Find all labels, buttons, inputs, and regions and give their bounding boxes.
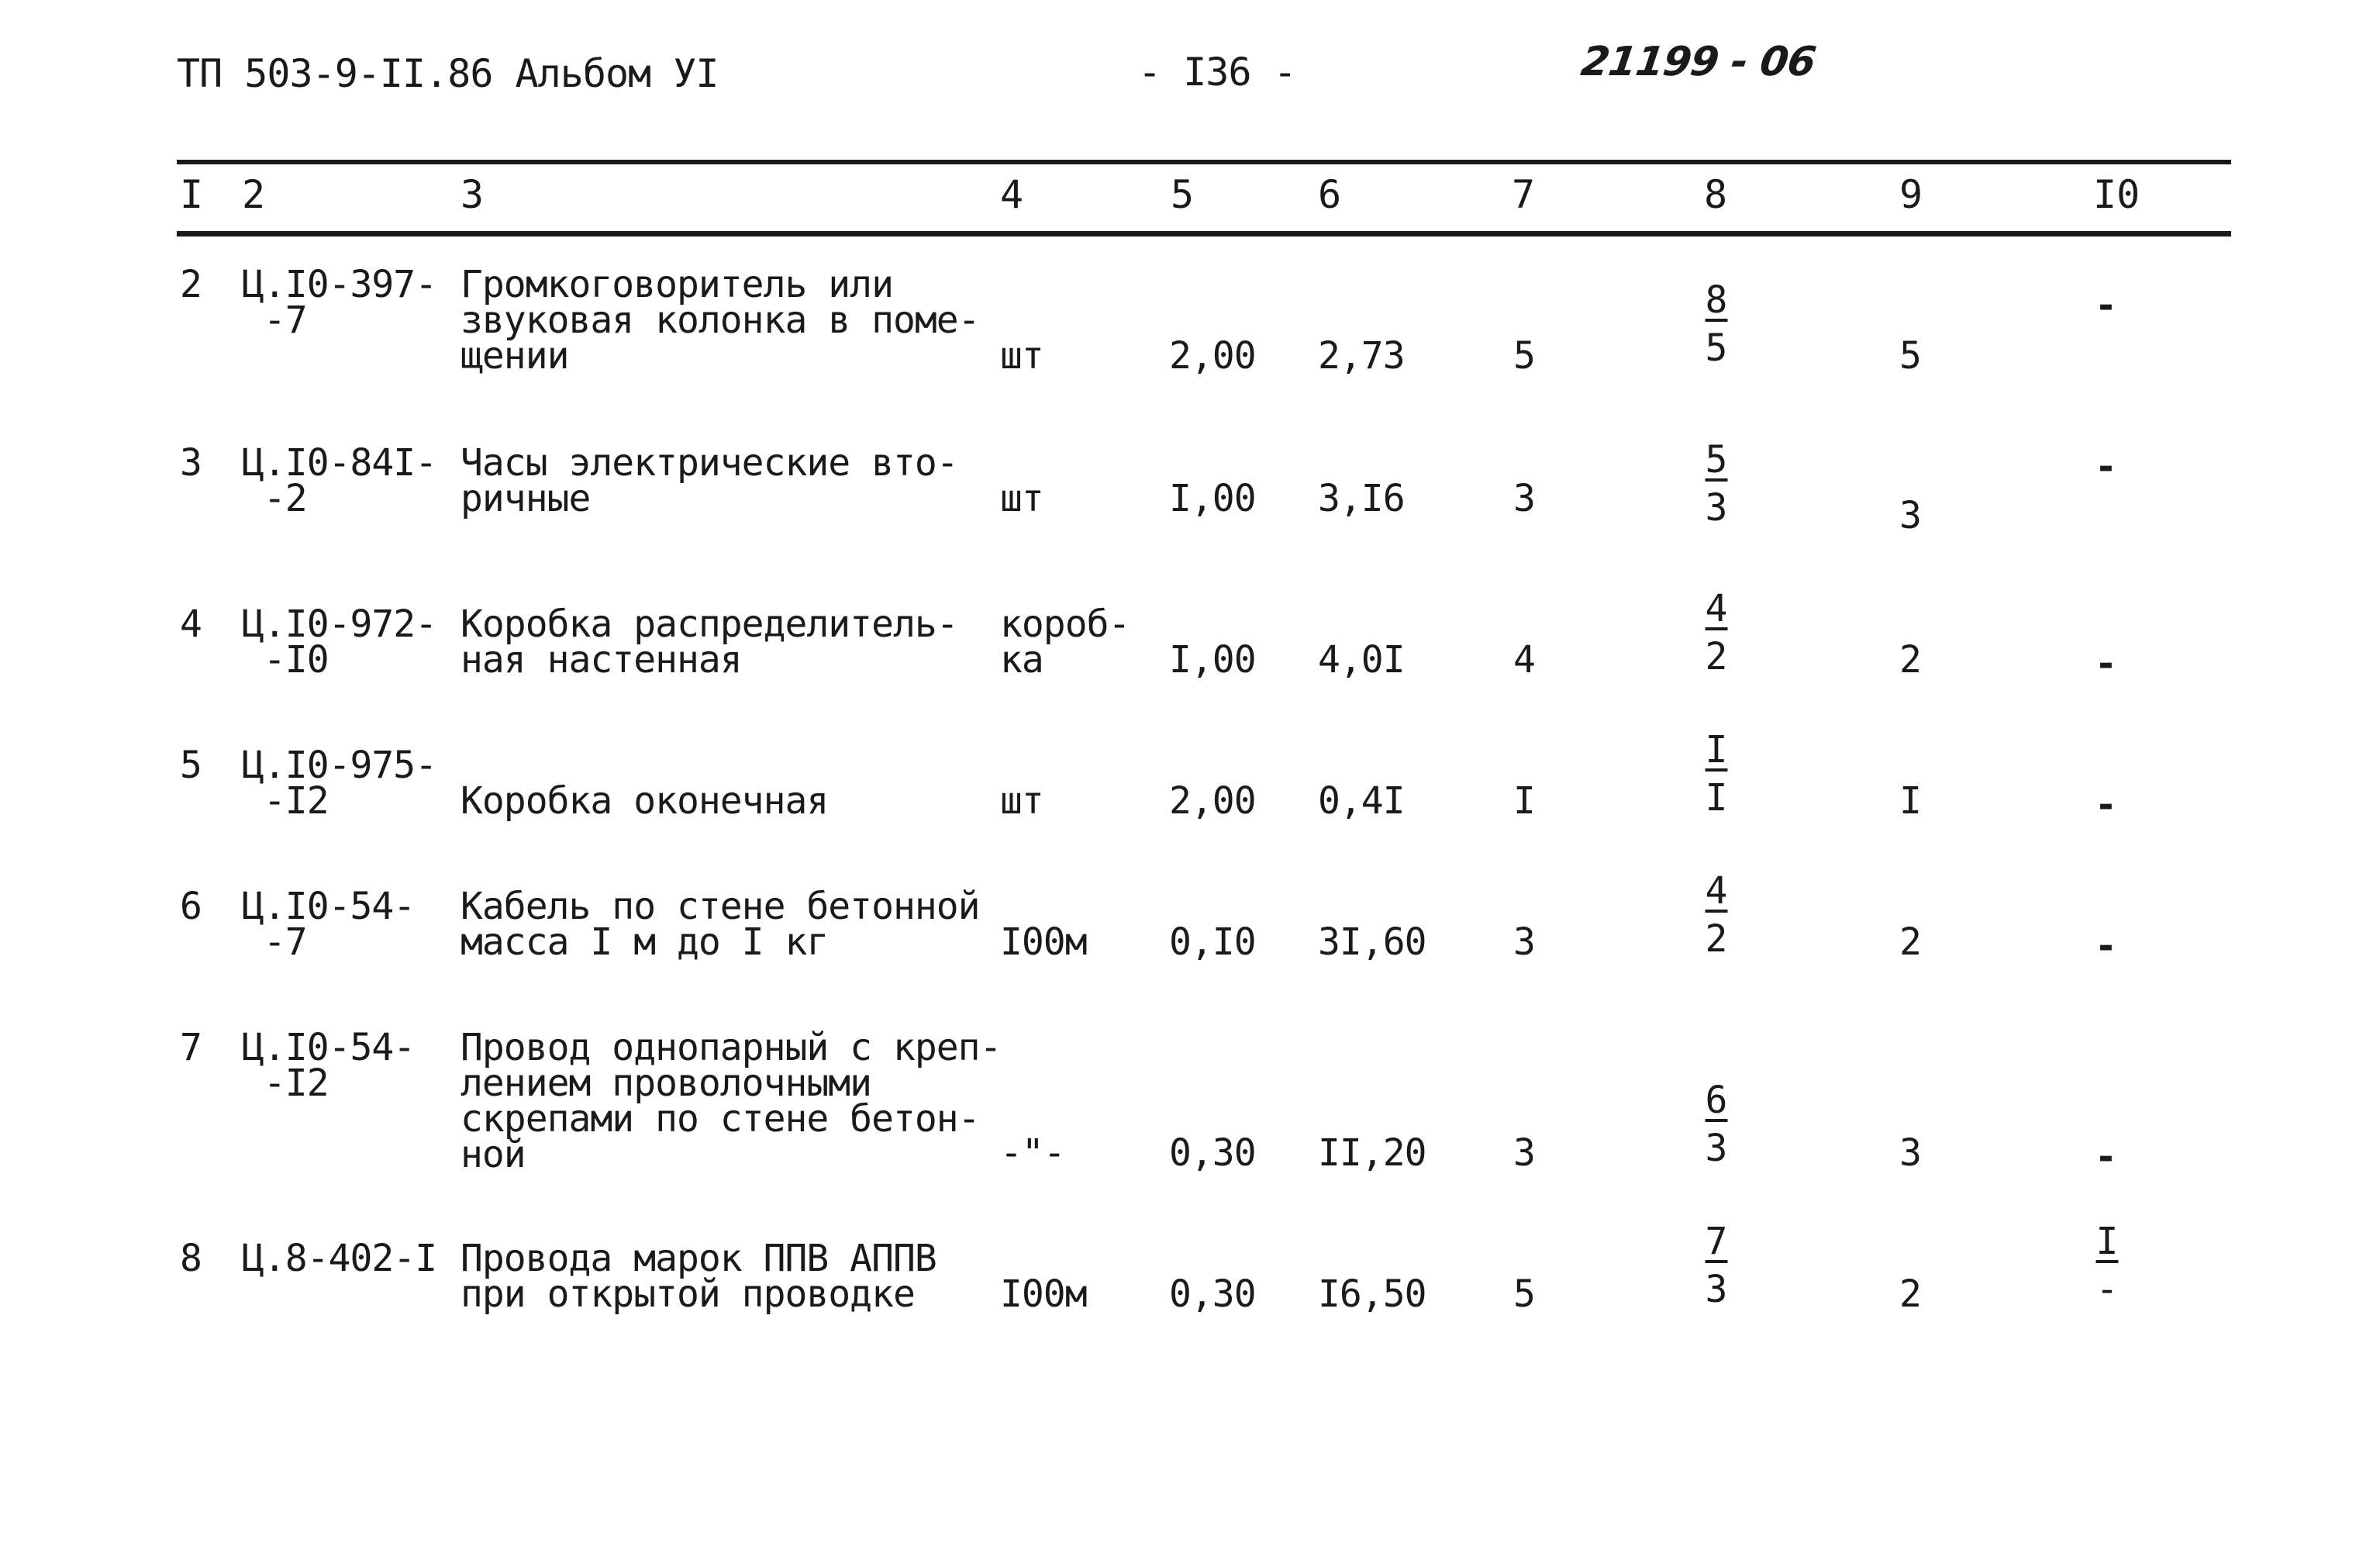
- item-name: Провода марок ППВ АППВ при открытой проводке: [460, 1237, 936, 1316]
- unit: короб- ка: [1000, 602, 1130, 682]
- value-col6: II,20: [1318, 1131, 1426, 1175]
- item-name: Коробка оконечная: [460, 779, 829, 823]
- fraction-denominator: -: [2095, 1268, 2119, 1311]
- item-name: Кабель по стене бетонной масса I м до I кг: [460, 885, 980, 964]
- quantity: 2,00: [1169, 779, 1256, 823]
- row-number: 5: [180, 744, 202, 787]
- quantity: 2,00: [1169, 334, 1256, 378]
- value-col6: 0,4I: [1318, 779, 1405, 823]
- row-number: 8: [180, 1237, 202, 1280]
- item-name: Провод однопарный с креп- лением проволочными скрепами по стене бетон- ной: [460, 1026, 1002, 1176]
- fraction-numerator: 6: [1705, 1079, 1728, 1122]
- fraction-col8: [1693, 278, 1740, 370]
- value-col6: I6,50: [1318, 1272, 1426, 1316]
- value-col6: 3I,60: [1318, 920, 1426, 964]
- item-name: Громкоговоритель или звуковая колонка в поме- щении: [460, 263, 980, 378]
- fraction-numerator: 7: [1705, 1220, 1728, 1263]
- value-col9: 2: [1899, 1272, 1921, 1316]
- value-col7: 4: [1513, 638, 1535, 682]
- rate-code: Ц.I0-54- -I2: [242, 1026, 416, 1105]
- fraction-numerator: 8: [1705, 278, 1728, 322]
- fraction-col8: [1693, 587, 1740, 678]
- column-header-8: 8: [1704, 172, 1728, 217]
- column-header-5: 5: [1171, 172, 1195, 217]
- value-col6: 3,I6: [1318, 477, 1405, 520]
- value-col9: 2: [1899, 920, 1921, 964]
- fraction-denominator: 5: [1705, 326, 1728, 370]
- fraction-denominator: 3: [1705, 486, 1728, 530]
- item-name: Коробка распределитель- ная настенная: [460, 602, 958, 682]
- rate-code: Ц.I0-972- -I0: [242, 602, 437, 682]
- fraction-col8: [1693, 1079, 1740, 1170]
- value-col10: -: [2095, 445, 2117, 489]
- value-col7: 3: [1513, 477, 1535, 520]
- value-col9: 3: [1899, 494, 1921, 537]
- row-number: 7: [180, 1026, 202, 1069]
- value-col6: 2,73: [1318, 334, 1405, 378]
- fraction-col8: [1693, 1220, 1740, 1311]
- value-col7: 3: [1513, 920, 1535, 964]
- fraction-numerator: 4: [1705, 869, 1728, 913]
- quantity: 0,I0: [1169, 920, 1256, 964]
- unit: I00м: [1000, 920, 1087, 964]
- rate-code: Ц.I0-397- -7: [242, 263, 437, 342]
- item-name: Часы электрические вто- ричные: [460, 441, 958, 520]
- value-col10: -: [2095, 642, 2117, 685]
- value-col9: I: [1899, 779, 1921, 823]
- fraction-numerator: 4: [1705, 587, 1728, 630]
- fraction-numerator: 5: [1705, 438, 1728, 482]
- value-col9: 5: [1899, 334, 1921, 378]
- rate-code: Ц.I0-54- -7: [242, 885, 416, 964]
- value-col7: 3: [1513, 1131, 1535, 1175]
- unit: шт: [1000, 334, 1043, 378]
- fraction-numerator: I: [2095, 1220, 2119, 1263]
- quantity: 0,30: [1169, 1131, 1256, 1175]
- quantity: I,00: [1169, 477, 1256, 520]
- quantity: 0,30: [1169, 1272, 1256, 1316]
- table-header-rule: [177, 231, 2231, 236]
- value-col10: -: [2095, 284, 2117, 327]
- page-number: - I36 -: [1138, 50, 1296, 95]
- column-header-10: I0: [2093, 172, 2140, 217]
- fraction-col8: [1693, 869, 1740, 961]
- row-number: 3: [180, 441, 202, 485]
- column-header-1: I: [180, 172, 204, 217]
- value-col9: 3: [1899, 1131, 1921, 1175]
- unit: шт: [1000, 477, 1043, 520]
- column-header-3: 3: [460, 172, 485, 217]
- column-header-7: 7: [1512, 172, 1536, 217]
- unit: -"-: [1000, 1131, 1065, 1175]
- row-number: 4: [180, 602, 202, 646]
- document-reference: ТП 503-9-II.86 Альбом УI: [177, 51, 719, 96]
- column-header-9: 9: [1899, 172, 1923, 217]
- value-col10: -: [2095, 924, 2117, 968]
- rate-code: Ц.I0-975- -I2: [242, 744, 437, 823]
- unit: I00м: [1000, 1272, 1087, 1316]
- fraction-numerator: I: [1705, 728, 1728, 772]
- rate-code: Ц.8-402-I: [242, 1237, 437, 1280]
- quantity: I,00: [1169, 638, 1256, 682]
- value-col9: 2: [1899, 638, 1921, 682]
- column-header-2: 2: [242, 172, 266, 217]
- fraction-denominator: 3: [1705, 1268, 1728, 1311]
- value-col7: 5: [1513, 1272, 1535, 1316]
- fraction-col8: [1693, 728, 1740, 820]
- fraction-col10: [2084, 1220, 2130, 1311]
- fraction-denominator: 2: [1705, 635, 1728, 678]
- row-number: 6: [180, 885, 202, 928]
- table-top-rule: [177, 160, 2231, 164]
- handwritten-code: 21199 - 06: [1578, 39, 1819, 85]
- rate-code: Ц.I0-84I- -2: [242, 441, 437, 520]
- fraction-denominator: I: [1705, 776, 1728, 820]
- value-col7: I: [1513, 779, 1535, 823]
- value-col7: 5: [1513, 334, 1535, 378]
- value-col10: -: [2095, 783, 2117, 827]
- row-number: 2: [180, 263, 202, 306]
- column-header-4: 4: [1000, 172, 1024, 217]
- fraction-denominator: 3: [1705, 1127, 1728, 1170]
- fraction-denominator: 2: [1705, 917, 1728, 961]
- value-col6: 4,0I: [1318, 638, 1405, 682]
- fraction-col8: [1693, 438, 1740, 530]
- unit: шт: [1000, 779, 1043, 823]
- value-col10: -: [2095, 1135, 2117, 1179]
- column-header-6: 6: [1318, 172, 1342, 217]
